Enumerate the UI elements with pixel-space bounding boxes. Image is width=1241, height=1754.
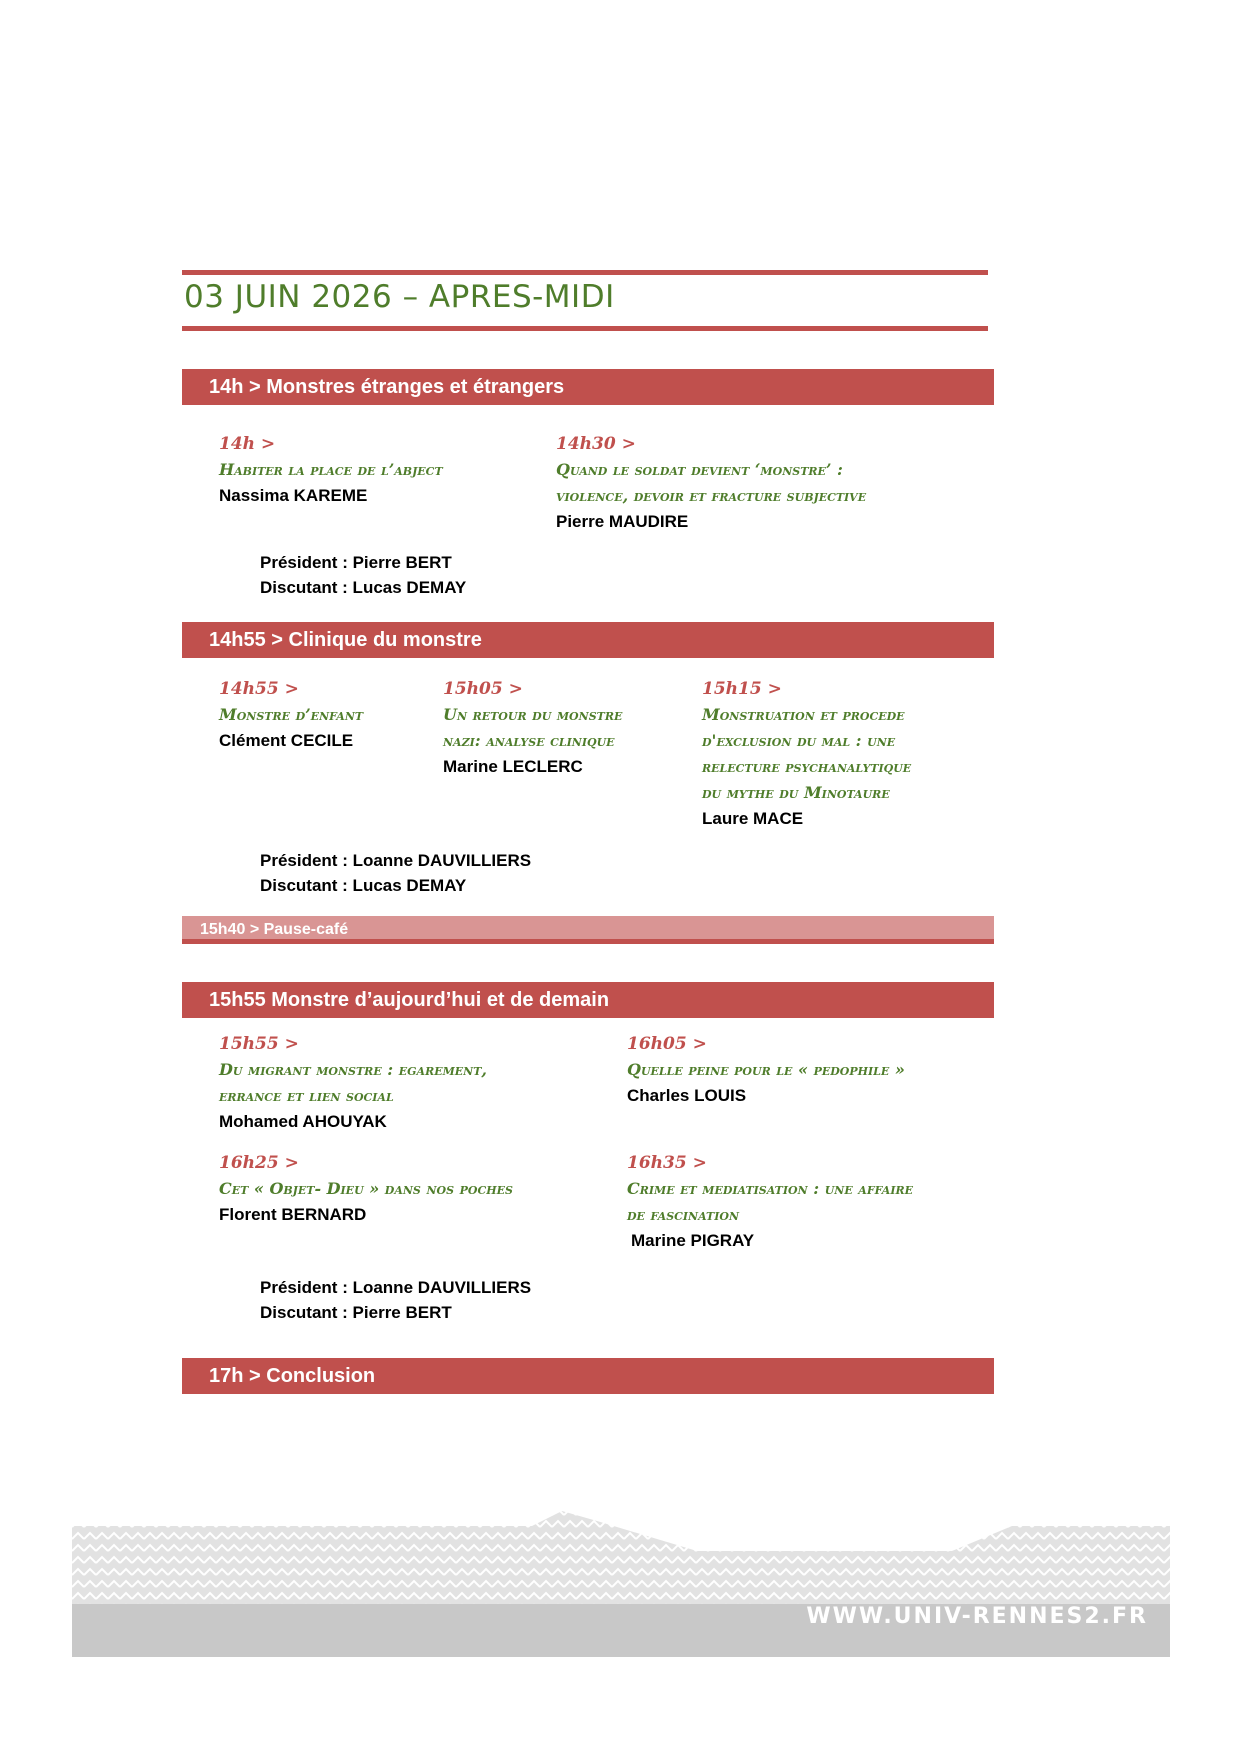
talk-title: Monstre d’enfant (219, 705, 364, 724)
conclusion-heading: 17h > Conclusion (182, 1358, 994, 1394)
talk-time: 15h05 > (443, 679, 523, 699)
talk-time: 16h25 > (219, 1153, 299, 1173)
talk-title: violence, devoir et fracture subjective (556, 486, 867, 505)
talk-title: Crime et mediatisation : une affaire (627, 1179, 914, 1198)
talk-speaker: Laure MACE (702, 809, 804, 828)
talk-speaker: Charles LOUIS (627, 1086, 747, 1105)
talk-title: d'exclusion du mal : une (702, 731, 896, 750)
talk-time: 16h05 > (627, 1034, 707, 1054)
talk-speaker: Pierre MAUDIRE (556, 512, 689, 531)
talk-speaker: Nassima KAREME (219, 486, 368, 505)
talk-title: Monstruation et procede (702, 705, 905, 724)
talk-title: nazi: analyse clinique (443, 731, 615, 750)
footer-url: WWW.UNIV-RENNES2.FR (806, 1604, 1148, 1629)
talk-item (702, 676, 992, 832)
talk-title: Habiter la place de l’abject (219, 460, 443, 479)
talk-title: errance et lien social (219, 1086, 394, 1105)
talk-title: Quand le soldat devient ‘monstre’ : (556, 460, 843, 479)
footer-banner (72, 1506, 1170, 1657)
session-roles (260, 1275, 531, 1325)
pause-bar: 15h40 > Pause-café (182, 916, 994, 944)
talk-time: 15h55 > (219, 1034, 299, 1054)
talk-time: 15h15 > (702, 679, 782, 699)
talk-time: 14h30 > (556, 434, 636, 454)
discutant-label: Discutant : Lucas DEMAY (260, 578, 467, 597)
president-label: Président : Pierre BERT (260, 553, 452, 572)
talk-title: Un retour du monstre (443, 705, 623, 724)
talk-speaker: Mohamed AHOUYAK (219, 1112, 387, 1131)
chevron-pattern-graphic (72, 1506, 1170, 1657)
president-label: Président : Loanne DAUVILLIERS (260, 851, 532, 870)
talk-title: de fascination (627, 1205, 739, 1224)
page-title: 03 JUIN 2026 – APRES-MIDI (184, 279, 615, 315)
session-heading: 15h55 Monstre d’aujourd’hui et de demain (182, 982, 994, 1018)
talk-item (627, 1031, 997, 1109)
talk-time: 14h > (219, 434, 276, 454)
talk-speaker: Marine PIGRAY (631, 1231, 755, 1250)
talk-speaker: Marine LECLERC (443, 757, 583, 776)
talk-title: du mythe du Minotaure (702, 783, 890, 802)
talk-title: Quelle peine pour le « pedophile » (627, 1060, 905, 1079)
talk-item (556, 431, 986, 535)
session-roles (260, 550, 466, 600)
talk-time: 14h55 > (219, 679, 299, 699)
talk-title: Cet « Objet- Dieu » dans nos poches (219, 1179, 513, 1198)
talk-item (219, 1150, 609, 1228)
talk-time: 16h35 > (627, 1153, 707, 1173)
talk-title: relecture psychanalytique (702, 757, 912, 776)
discutant-label: Discutant : Pierre BERT (260, 1303, 452, 1322)
talk-item (219, 676, 434, 754)
talk-item (219, 1031, 609, 1135)
title-top-rule (182, 270, 988, 275)
talk-speaker: Clément CECILE (219, 731, 354, 750)
session-heading: 14h55 > Clinique du monstre (182, 622, 994, 658)
talk-speaker: Florent BERNARD (219, 1205, 367, 1224)
discutant-label: Discutant : Lucas DEMAY (260, 876, 467, 895)
session-heading: 14h > Monstres étranges et étrangers (182, 369, 994, 405)
talk-item (219, 431, 539, 509)
president-label: Président : Loanne DAUVILLIERS (260, 1278, 532, 1297)
session-roles (260, 848, 531, 898)
talk-item (627, 1150, 997, 1254)
talk-item (443, 676, 693, 780)
talk-title: Du migrant monstre : egarement, (219, 1060, 487, 1079)
title-bottom-rule (182, 326, 988, 331)
